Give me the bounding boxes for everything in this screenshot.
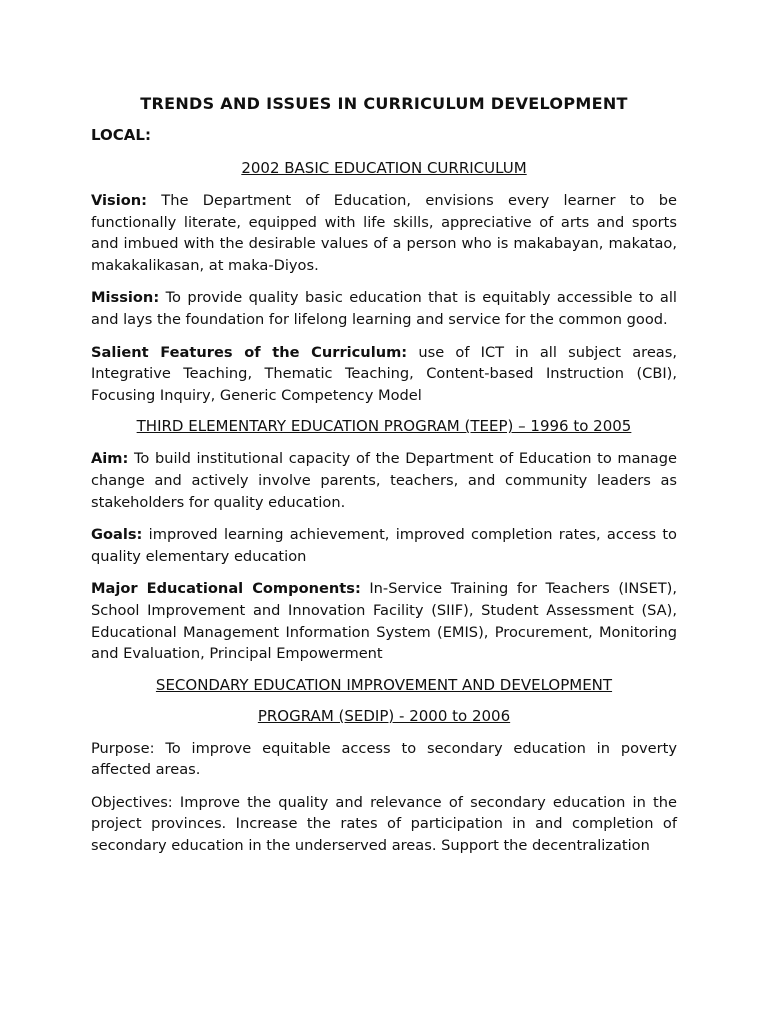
sedip-heading-line2: PROGRAM (SEDIP) - 2000 to 2006 [257,706,511,725]
bec-heading: 2002 BASIC EDUCATION CURRICULUM [241,159,527,177]
aim-text: To build institutional capacity of the Department of Education to manage change and actively involve parents, teachers, and community leaders as stakeholders for quality education. [91,450,677,511]
aim-paragraph [91,448,677,513]
objectives-paragraph: Objectives: Improve the quality and relevance of secondary education in the project provinces. Increase the rates of participation in and completion of secondary education in the underserved areas. Support the decentralization [91,793,677,855]
document-title: TRENDS AND ISSUES IN CURRICULUM DEVELOPMENT [140,94,628,113]
goals-text: improved learning achievement, improved completion rates, access to quality elementary education [91,526,677,565]
vision-paragraph [91,190,677,276]
local-label: LOCAL: [91,126,151,144]
goals-label: Goals: [91,526,143,544]
salient-features-paragraph [91,342,677,407]
sedip-heading-line1: SECONDARY EDUCATION IMPROVEMENT AND DEVELOPMENT [155,675,613,694]
components-paragraph [91,578,677,664]
components-text: In-Service Training for Teachers (INSET), School Improvement and Innovation Facility (SIIF), Student Assessment (SA), Educational Management Information System (EMIS), Procurement, Monitoring and Evaluation, Principal Empowerment [91,580,677,663]
vision-label: Vision: [91,192,147,209]
salient-features-label: Salient Features of the Curriculum: [91,343,408,361]
vision-text: The Department of Education, envisions every learner to be functionally literate, equipped with life skills, appreciative of arts and sports and imbued with the desirable values of a person who is makabayan, makatao, makakalikasan, at maka-Diyos. [91,192,677,274]
mission-paragraph [91,287,677,330]
components-label: Major Educational Components: [91,580,361,598]
mission-text: To provide quality basic education that is equitably accessible to all and lays the foundation for lifelong learning and service for the common good. [91,289,677,328]
mission-label: Mission: [91,289,160,307]
goals-paragraph [91,524,677,567]
salient-features-text: use of ICT in all subject areas, Integrative Teaching, Thematic Teaching, Content-based Instruction (CBI), Focusing Inquiry, Generic Competency Model [91,343,677,404]
teep-heading: THIRD ELEMENTARY EDUCATION PROGRAM (TEEP) – 1996 to 2005 [136,417,632,436]
aim-label: Aim: [91,450,129,468]
purpose-paragraph: Purpose: To improve equitable access to secondary education in poverty affected areas. [91,739,677,779]
